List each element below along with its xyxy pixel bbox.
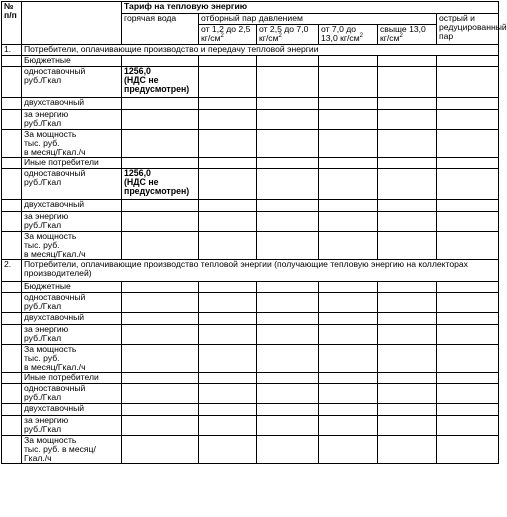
section-num-cell [2, 45, 22, 56]
group-name: Иные потребители [24, 157, 99, 167]
empty-cell [319, 416, 378, 436]
header-empty-cell [22, 2, 122, 45]
empty-cell [199, 200, 257, 212]
header-p2-cell [257, 25, 319, 45]
row-label: за энергию руб./Гкал [24, 324, 69, 343]
empty-cell [199, 416, 257, 436]
header-sharp-steam-cell [437, 13, 507, 45]
empty-cell [2, 325, 22, 345]
empty-cell [378, 158, 437, 169]
empty-cell [319, 110, 378, 130]
hot-water-value-cell [122, 130, 199, 158]
row-label: за энергию руб./Гкал [24, 211, 69, 230]
empty-cell [319, 313, 378, 325]
empty-cell [199, 404, 257, 416]
empty-cell [2, 56, 22, 67]
table-row [2, 416, 499, 436]
hot-water-value-cell [122, 384, 199, 404]
empty-cell [199, 232, 257, 260]
section-title-cell [22, 45, 499, 56]
section-row [2, 45, 499, 56]
header-p1-sup: 2 [220, 33, 224, 40]
empty-cell [319, 232, 378, 260]
empty-cell [319, 56, 378, 67]
empty-cell [378, 416, 437, 436]
header-steam-label: отборный пар давлением [201, 13, 303, 23]
empty-cell [199, 325, 257, 345]
empty-cell [378, 404, 437, 416]
group-name-cell [22, 56, 122, 67]
empty-cell [437, 232, 499, 260]
header-row-1 [2, 2, 499, 14]
empty-cell [378, 313, 437, 325]
empty-cell [257, 232, 319, 260]
table-row [2, 345, 499, 373]
empty-cell [437, 416, 499, 436]
group-name-cell [22, 158, 122, 169]
empty-cell [257, 404, 319, 416]
empty-cell [378, 67, 437, 98]
header-tariff-label: Тариф на тепловую энергию [124, 1, 248, 11]
empty-cell [378, 436, 437, 464]
empty-cell [378, 110, 437, 130]
empty-cell [319, 384, 378, 404]
group-row [2, 373, 499, 384]
row-label: за энергию руб./Гкал [24, 415, 69, 434]
empty-cell [437, 313, 499, 325]
empty-cell [199, 169, 257, 200]
empty-cell [437, 293, 499, 313]
empty-cell [319, 212, 378, 232]
hot-water-value-cell [122, 110, 199, 130]
empty-cell [319, 130, 378, 158]
hot-water-value-cell [122, 313, 199, 325]
empty-cell [257, 313, 319, 325]
row-label: За мощность тыс. руб. в месяц/Гкал./ч [24, 129, 86, 157]
hot-water-value-cell [122, 325, 199, 345]
empty-cell [199, 313, 257, 325]
empty-cell [122, 373, 199, 384]
group-row [2, 56, 499, 67]
row-label: двухставочный [24, 199, 85, 209]
row-label: двухставочный [24, 403, 85, 413]
empty-cell [437, 212, 499, 232]
empty-cell [378, 200, 437, 212]
empty-cell [437, 384, 499, 404]
header-p4-cell [378, 25, 437, 45]
empty-cell [257, 56, 319, 67]
empty-cell [122, 158, 199, 169]
row-label-cell [22, 404, 122, 416]
empty-cell [257, 158, 319, 169]
header-p3-cell [319, 25, 378, 45]
header-p3: от 7,0 до 13,0 кг/см [321, 24, 360, 43]
empty-cell [437, 110, 499, 130]
hot-water-value-cell [122, 67, 199, 98]
empty-cell [378, 130, 437, 158]
table-row [2, 384, 499, 404]
table-row [2, 232, 499, 260]
empty-cell [2, 384, 22, 404]
empty-cell [437, 56, 499, 67]
header-p4: свыше 13,0 кг/см [380, 24, 426, 43]
empty-cell [319, 293, 378, 313]
empty-cell [437, 436, 499, 464]
empty-cell [257, 325, 319, 345]
header-hot-water: горячая вода [124, 13, 177, 23]
hot-water-value-cell [122, 169, 199, 200]
empty-cell [257, 373, 319, 384]
empty-cell [437, 345, 499, 373]
empty-cell [378, 98, 437, 110]
table-row [2, 130, 499, 158]
empty-cell [319, 345, 378, 373]
empty-cell [437, 282, 499, 293]
empty-cell [257, 212, 319, 232]
empty-cell [319, 98, 378, 110]
empty-cell [257, 436, 319, 464]
empty-cell [2, 169, 22, 200]
empty-cell [257, 110, 319, 130]
hot-water-value-cell [122, 345, 199, 373]
empty-cell [319, 325, 378, 345]
header-sharp-steam: острый и редуцированный пар [439, 13, 507, 41]
empty-cell [257, 169, 319, 200]
empty-cell [2, 404, 22, 416]
section-row [2, 260, 499, 282]
empty-cell [199, 384, 257, 404]
table-row [2, 436, 499, 464]
empty-cell [2, 373, 22, 384]
group-name: Иные потребители [24, 372, 99, 382]
empty-cell [437, 404, 499, 416]
empty-cell [437, 169, 499, 200]
hot-water-value-cell [122, 436, 199, 464]
empty-cell [319, 404, 378, 416]
empty-cell [199, 67, 257, 98]
row-label-cell [22, 345, 122, 373]
row-label-cell [22, 200, 122, 212]
row-label-cell [22, 293, 122, 313]
empty-cell [257, 200, 319, 212]
row-label: одноставочный руб./Гкал [24, 383, 86, 402]
empty-cell [437, 325, 499, 345]
empty-cell [2, 436, 22, 464]
header-p1: от 1,2 до 2,5 кг/см [201, 24, 251, 43]
empty-cell [122, 282, 199, 293]
empty-cell [199, 345, 257, 373]
empty-cell [257, 293, 319, 313]
group-name: Бюджетные [24, 55, 71, 65]
empty-cell [2, 130, 22, 158]
row-label-cell [22, 384, 122, 404]
empty-cell [199, 158, 257, 169]
hot-water-value-cell [122, 404, 199, 416]
empty-cell [257, 98, 319, 110]
row-label: двухставочный [24, 312, 85, 322]
row-label-cell [22, 232, 122, 260]
group-row [2, 282, 499, 293]
empty-cell [378, 345, 437, 373]
empty-cell [257, 384, 319, 404]
empty-cell [199, 436, 257, 464]
row-label: одноставочный руб./Гкал [24, 66, 86, 85]
tariff-table-body [2, 1, 507, 464]
empty-cell [378, 325, 437, 345]
empty-cell [437, 373, 499, 384]
empty-cell [2, 282, 22, 293]
group-name: Бюджетные [24, 281, 71, 291]
empty-cell [378, 282, 437, 293]
empty-cell [319, 200, 378, 212]
hot-water-value-cell [122, 416, 199, 436]
header-p1-cell [199, 25, 257, 45]
empty-cell [2, 67, 22, 98]
empty-cell [2, 158, 22, 169]
row-label: За мощность тыс. руб. в месяц/Гкал./ч [24, 435, 96, 463]
empty-cell [319, 67, 378, 98]
section-title: Потребители, оплачивающие производство и передачу тепловой энергии [24, 44, 319, 54]
empty-cell [319, 169, 378, 200]
empty-cell [378, 384, 437, 404]
header-num-cell [2, 2, 22, 45]
empty-cell [199, 56, 257, 67]
empty-cell [437, 130, 499, 158]
empty-cell [257, 130, 319, 158]
row-label: За мощность тыс. руб. в месяц/Гкал./ч [24, 231, 86, 259]
header-hot-water-cell [122, 14, 199, 45]
row-label: одноставочный руб./Гкал [24, 168, 86, 187]
empty-cell [437, 98, 499, 110]
empty-cell [257, 282, 319, 293]
empty-cell [122, 56, 199, 67]
header-p2-sup: 2 [278, 33, 282, 40]
empty-cell [437, 200, 499, 212]
table-row [2, 212, 499, 232]
tariff-table [1, 1, 507, 464]
header-p4-sup: 2 [399, 33, 403, 40]
row-label: За мощность тыс. руб. в месяц/Гкал./ч [24, 344, 86, 372]
row-label-cell [22, 212, 122, 232]
header-steam-cell [199, 14, 437, 25]
empty-cell [199, 98, 257, 110]
row-label-cell [22, 130, 122, 158]
empty-cell [2, 110, 22, 130]
table-row [2, 313, 499, 325]
empty-cell [2, 313, 22, 325]
hot-water-value-cell [122, 200, 199, 212]
empty-cell [199, 110, 257, 130]
empty-cell [378, 56, 437, 67]
empty-cell [378, 232, 437, 260]
empty-cell [2, 416, 22, 436]
header-p3-sup: 2 [359, 33, 363, 40]
row-label-cell [22, 110, 122, 130]
empty-cell [199, 293, 257, 313]
empty-cell [199, 130, 257, 158]
empty-cell [319, 282, 378, 293]
empty-cell [319, 436, 378, 464]
header-tariff-cell [122, 2, 499, 14]
empty-cell [199, 373, 257, 384]
section-title: Потребители, оплачивающие производство тепловой энергии (получающие тепловую энергию на коллекторах производителей) [24, 259, 468, 278]
empty-cell [257, 345, 319, 373]
hot-water-value: 1256,0 (НДС не предусмотрен) [124, 66, 190, 94]
empty-cell [199, 212, 257, 232]
empty-cell [2, 232, 22, 260]
empty-cell [2, 98, 22, 110]
row-label-cell [22, 325, 122, 345]
table-row [2, 110, 499, 130]
row-label: одноставочный руб./Гкал [24, 292, 86, 311]
hot-water-value: 1256,0 (НДС не предусмотрен) [124, 168, 190, 196]
group-name-cell [22, 282, 122, 293]
hot-water-value-cell [122, 232, 199, 260]
section-num: 2. [4, 259, 12, 269]
row-label-cell [22, 98, 122, 110]
empty-cell [257, 416, 319, 436]
group-name-cell [22, 373, 122, 384]
row-label: двухставочный [24, 97, 85, 107]
row-label-cell [22, 169, 122, 200]
row-label-cell [22, 67, 122, 98]
table-row [2, 293, 499, 313]
empty-cell [319, 158, 378, 169]
table-row [2, 98, 499, 110]
empty-cell [2, 293, 22, 313]
header-num-label: № п/п [4, 1, 17, 20]
empty-cell [378, 212, 437, 232]
row-label: за энергию руб./Гкал [24, 109, 69, 128]
row-label-cell [22, 416, 122, 436]
empty-cell [437, 158, 499, 169]
table-row [2, 67, 499, 98]
table-row [2, 325, 499, 345]
row-label-cell [22, 436, 122, 464]
table-row [2, 404, 499, 416]
tariff-document [1, 1, 507, 464]
hot-water-value-cell [122, 98, 199, 110]
empty-cell [378, 169, 437, 200]
empty-cell [257, 67, 319, 98]
group-row [2, 158, 499, 169]
empty-cell [378, 293, 437, 313]
section-num: 1. [4, 44, 12, 54]
empty-cell [2, 345, 22, 373]
empty-cell [319, 373, 378, 384]
empty-cell [199, 282, 257, 293]
section-title-cell [22, 260, 499, 282]
table-row [2, 200, 499, 212]
hot-water-value-cell [122, 293, 199, 313]
empty-cell [437, 67, 499, 98]
empty-cell [2, 212, 22, 232]
table-row [2, 169, 499, 200]
section-num-cell [2, 260, 22, 282]
hot-water-value-cell [122, 212, 199, 232]
empty-cell [378, 373, 437, 384]
header-p2: от 2,5 до 7,0 кг/см [259, 24, 309, 43]
row-label-cell [22, 313, 122, 325]
empty-cell [2, 200, 22, 212]
